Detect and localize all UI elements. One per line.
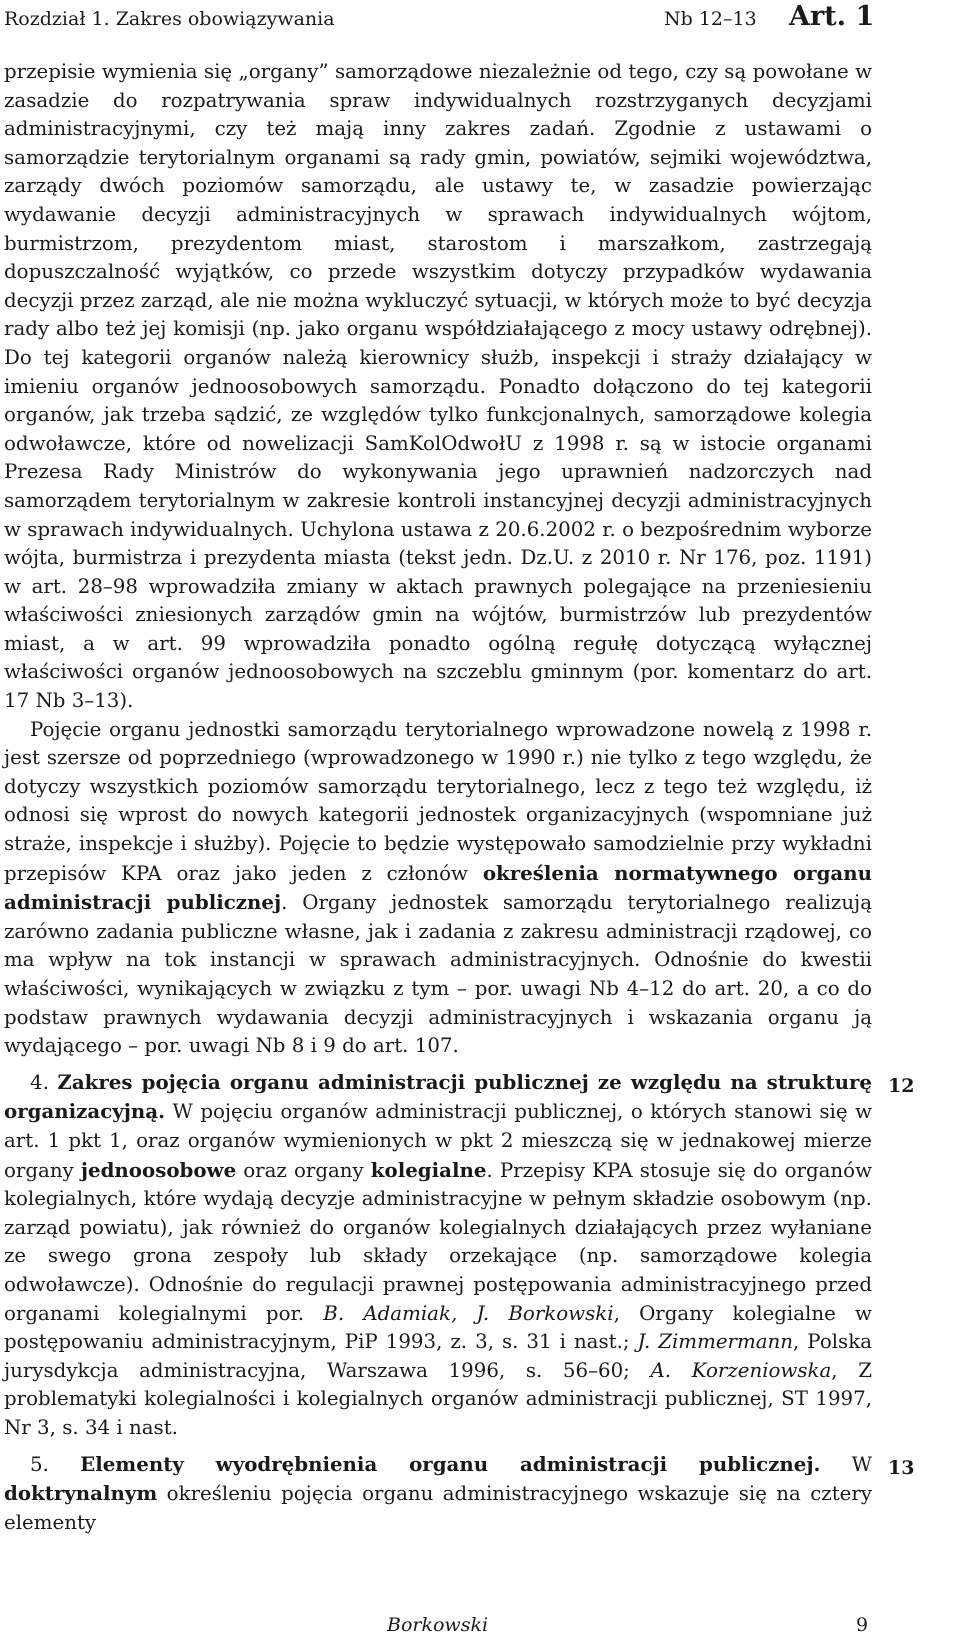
running-header [4,1,960,34]
footer-author: Borkowski [387,1614,489,1636]
text-run: . Organy jednostek samorządu terytorialnego realizują zarówno zadania publiczne własne, jak i zadania z zakresu administracji rządowej, co ma wpływ na tok instancji w sprawach administracyjnych. Odnośnie do kwestii właściwości, wynikających w związku z tym – por. uwagi Nb 4–12 do art. 20, a co do podstaw prawnych wydawania decyzji administracyjnych i wskazania organu ją wydającego – por. uwagi Nb 8 i 9 do art. 107. [4,891,872,1058]
text-run: określeniu pojęcia organu administracyjnego wskazuje się na cztery elementy [4,1482,872,1534]
section-heading: Elementy wyodrębnienia organu administracji publicznej. [80,1451,821,1476]
page-number: 9 [856,1614,869,1636]
article-label: Art. 1 [789,1,875,32]
paragraph-section-4 [4,1068,872,1443]
margin-number: 13 [888,1457,915,1479]
page-footer [0,1614,960,1644]
text-run: , Organy kolegialne w postępowaniu administracyjnym, PiP 1993, z. 3, s. 31 i nast.; [4,1301,872,1354]
text-run: , Polska jurysdykcja administracyjna, Warszawa 1996, s. 56–60; [4,1330,872,1382]
paragraph [4,716,872,1061]
paragraph-section-5 [4,1450,872,1538]
text-run: przepisie wymienia się „organy” samorządowe niezależnie od tego, czy są powołane w zasadzie do rozpatrywania spraw indywidualnych rozstrzyganych decyzjami administracyjnymi, czy też mają inny zakres zadań. Zgodnie z ustawami o samorządzie terytorialnym organami są rady gmin, powiatów, sejmiki województwa, zarządy dwóch poziomów samorządu, ale ustawy te, w zasadzie powierzając wydawanie decyzji administracyjnych w sprawach indywidualnych wójtom, burmistrzom, prezydentom miast, starostom i marszałkom, zastrzegają dopuszczalność wyjątków, co przede wszystkim dotyczy przypadków wydawania decyzji przez zarząd, ale nie można wykluczyć sytuacji, w których może to być decyzja rady albo też jej komisji (np. jako organu współdziałającego z mocy ustawy odrębnej). Do tej kategorii organów należą kierownicy służb, inspekcji i straży działający w imieniu organów jednoosobowych samorządu. Ponadto dołączono do tej kategorii organów, jak trzeba sądzić, ze względów tylko funkcjonalnych, samorządowe kolegia odwoławcze, które od nowelizacji SamKolOdwołU z 1998 r. są w istocie organami Prezesa Rady Ministrów do wykonywania jego uprawnień nadzorczych nad samorządem terytorialnym w zakresie kontroli instancyjnej decyzji administracyjnych w sprawach indywidualnych. Uchylona ustawa z 20.6.2002 r. o bezpośrednim wyborze wójta, burmistrza i prezydenta miasta (tekst jedn. Dz.U. z 2010 r. Nr 176, poz. 1191) w art. 28–98 wprowadziła zmiany w aktach prawnych polegające na przeniesieniu właściwości zniesionych zarządów gmin na wójtów, burmistrzów lub prezydentów miast, a w art. 99 wprowadziła ponadto ogólną regułę dotyczącą wyłącznej właściwości organów jednoosobowych na szczeblu gminnym (por. komentarz do art. 17 Nb 3–13). [4,60,872,713]
bold-term: określenia normatywnego organu administracji publicznej [4,860,873,915]
author-name: B. Adamiak, J. Borkowski [323,1301,614,1325]
author-name: J. Zimmermann [637,1330,794,1354]
text-run: oraz organy [236,1158,371,1182]
bold-term: doktrynalnym [4,1481,158,1506]
section-number: 5. [30,1452,49,1476]
text-run: , Z problematyki kolegialności i kolegialnych organów administracji publicznej, ST 1997, Nr 3, s. 34 i nast. [4,1358,872,1439]
text-run: W [820,1452,872,1476]
bold-term: kolegialne [370,1157,487,1182]
margin-number-range: Nb 12–13 [664,8,757,30]
section-heading: Zakres pojęcia organu administracji publicznej ze względu na strukturę organizacyjną. [4,1069,872,1124]
paragraph-continued [4,58,872,716]
bold-term: jednoosobowe [80,1157,237,1182]
margin-number: 12 [888,1075,915,1097]
section-number: 4. [30,1070,49,1094]
text-run: . Przepisy KPA stosuje się do organów kolegialnych, które wydają decyzje administracyjne w pełnym składzie osobowym (np. zarząd powiatu), jak również do organów kolegialnych działających przez wyłaniane ze swego grona zespoły lub składy orzekające (np. samorządowe kolegia odwoławcze). Odnośnie do regulacji prawnej postępowania administracyjnego przed organami kolegialnymi por. [4,1158,873,1325]
body-text [4,58,872,1537]
text-run: W pojęciu organów administracji publicznej, o których stanowi się w art. 1 pkt 1, oraz organów wymienionych w pkt 2 mieszczą się w jednakowej mierze organy [4,1100,872,1182]
text-run: Pojęcie organu jednostki samorządu terytorialnego wprowadzone nowelą z 1998 r. jest szersze od poprzedniego (wprowadzonego w 1990 r.) nie tylko z tego względu, że dotyczy wszystkich poziomów samorządu terytorialnego, lecz z tego też względu, iż odnosi się wprost do nowych kategorii jednostek organizacyjnych (wspomniane już straże, inspekcje i służby). Pojęcie to będzie występowało samodzielnie przy wykładni przepisów KPA oraz jako jeden z członów [4,717,872,885]
author-name: A. Korzeniowska [650,1358,832,1382]
chapter-title: Rozdział 1. Zakres obowiązywania [4,8,335,30]
